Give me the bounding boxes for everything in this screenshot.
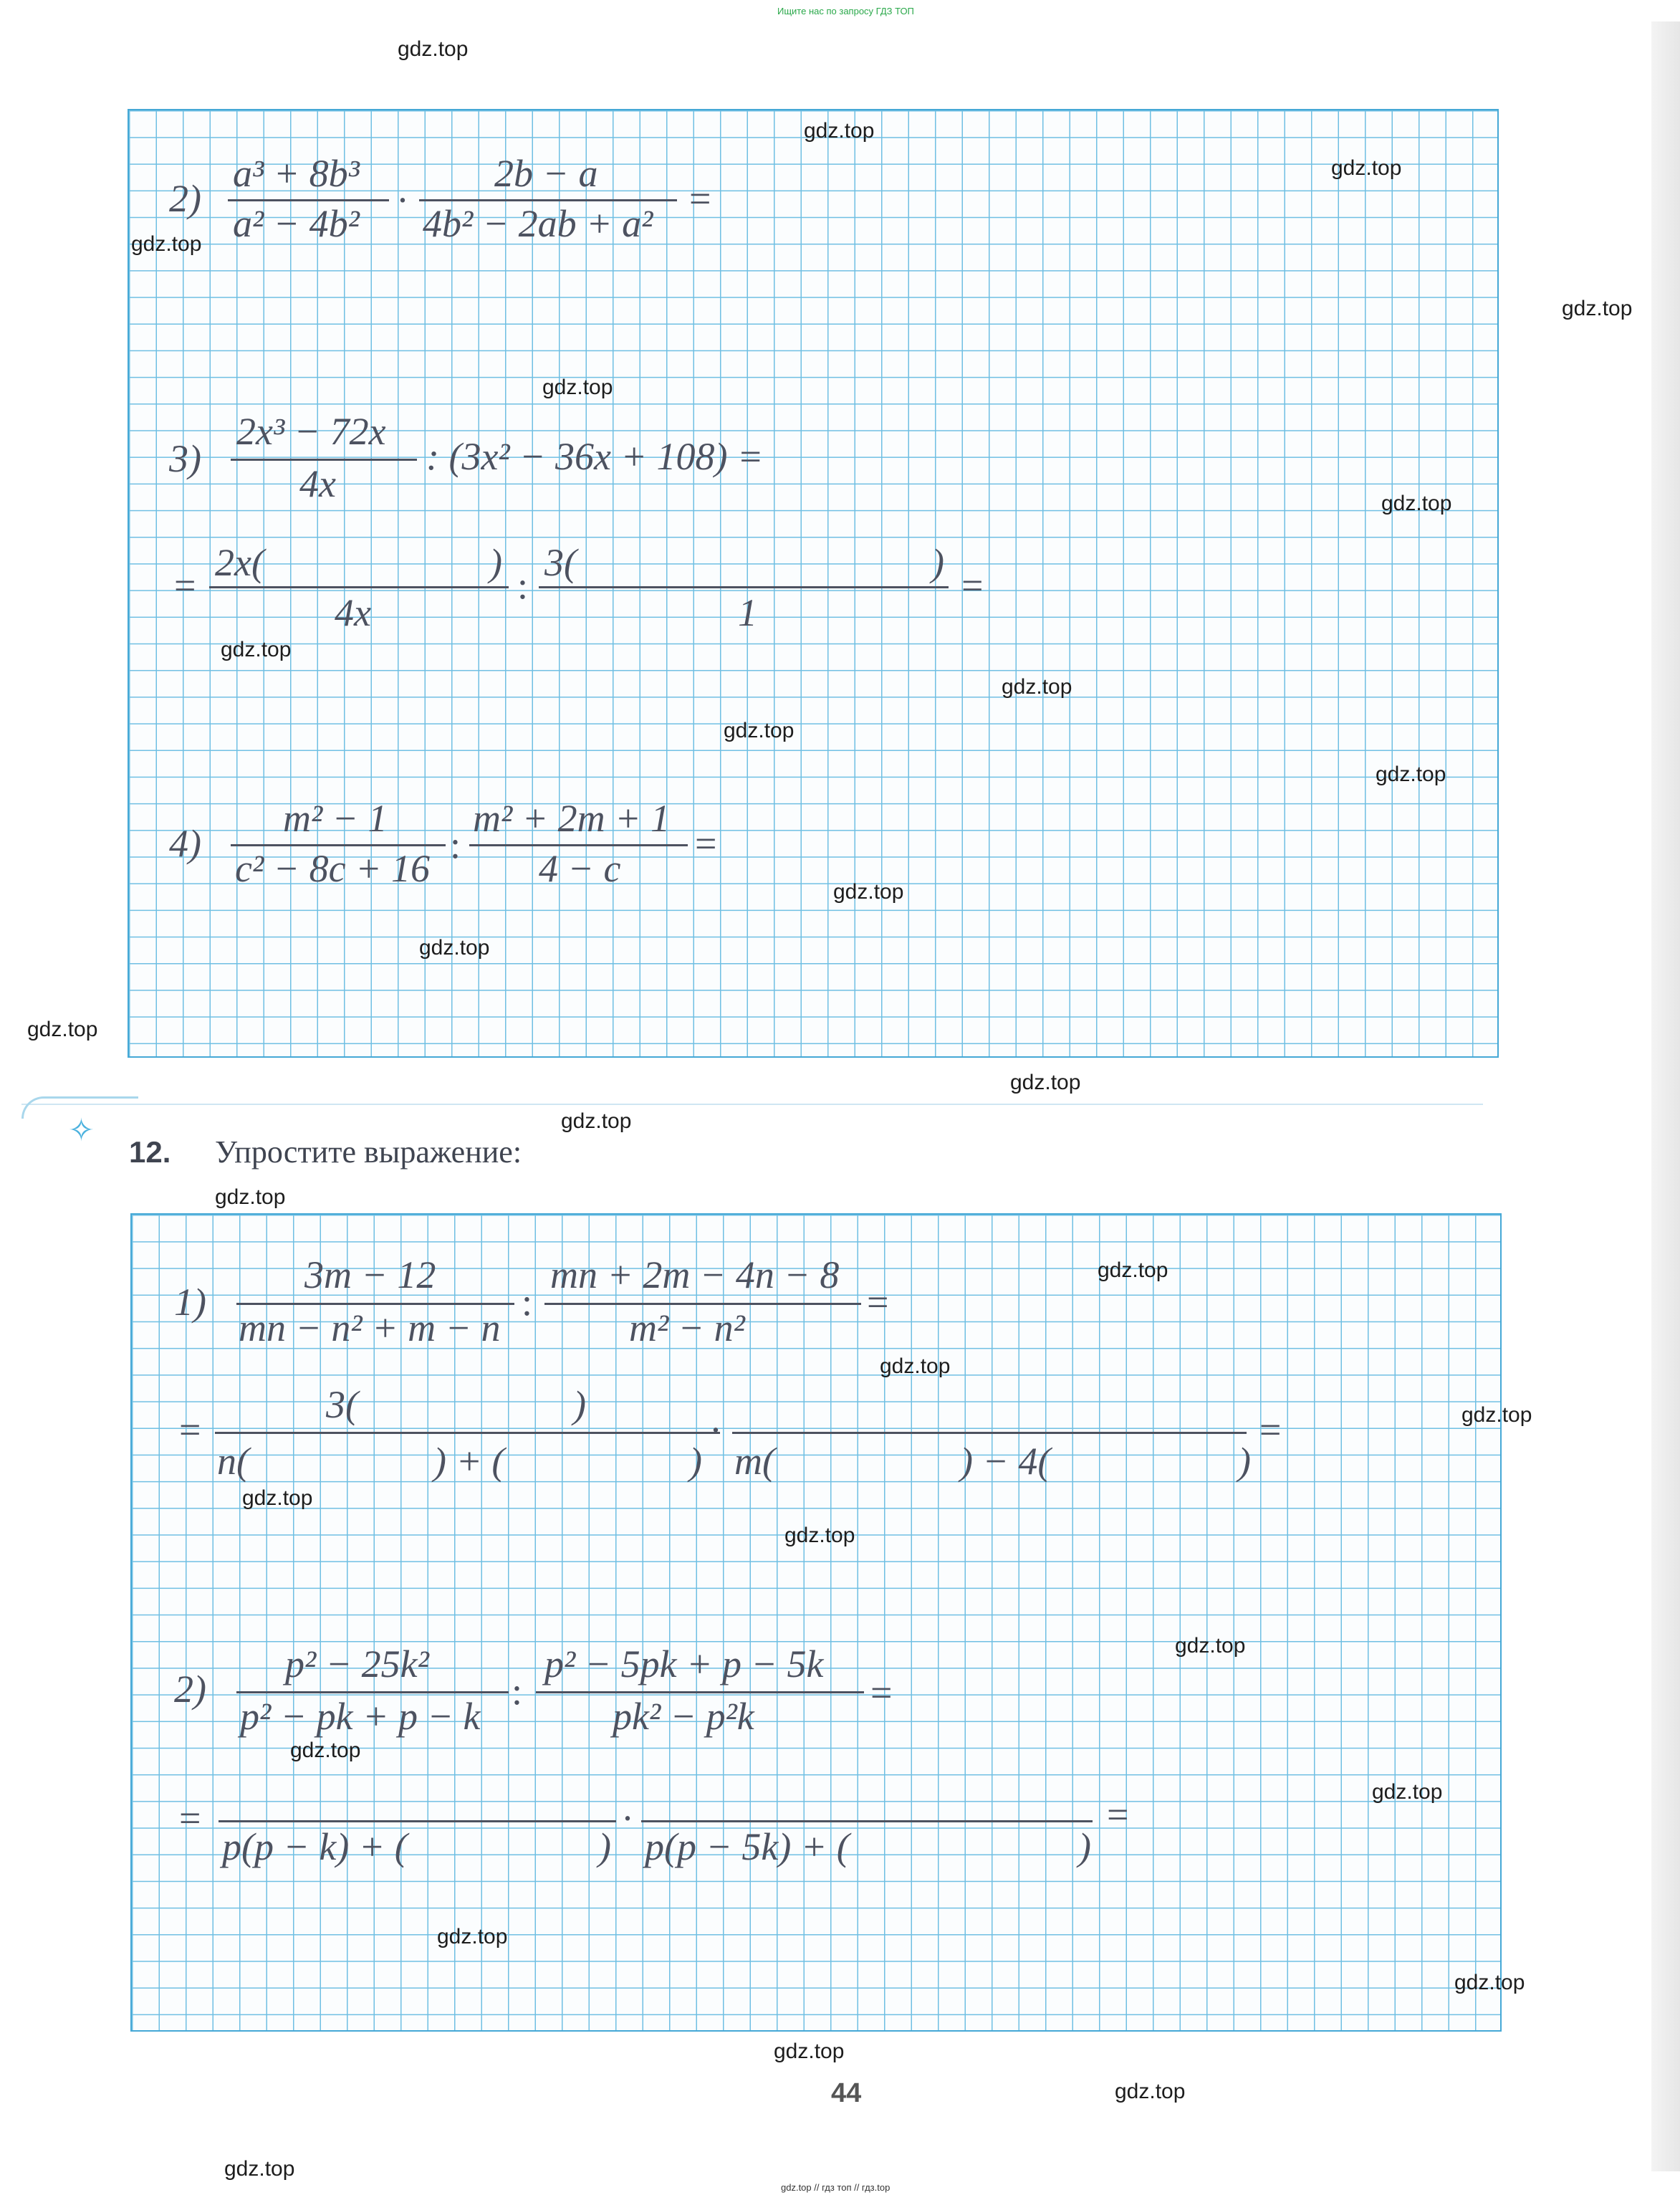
star-icon: ✧ [68,1112,95,1149]
watermark: gdz.top [1010,1071,1081,1094]
watermark: gdz.top [131,232,202,256]
watermark: gdz.top [1562,297,1633,320]
operator: · [621,1797,634,1840]
fraction-denominator: 4b² − 2ab + a² [423,202,653,245]
denominator-part: p(p − 5k) + ( [645,1825,850,1868]
fraction-numerator: 2b − a [494,152,598,195]
denominator-part: p(p − k) + ( [222,1825,408,1868]
fraction-numerator-close: ) [931,541,944,584]
watermark: gdz.top [1098,1258,1168,1282]
watermark: gdz.top [880,1354,951,1378]
answer-grid-top [128,109,1499,1058]
fraction-denominator: 4x [335,591,371,634]
watermark: gdz.top [561,1109,632,1133]
equals-sign: = [867,1281,889,1324]
fraction-numerator: m² + 2m + 1 [473,797,671,840]
denominator-part: ) [1238,1440,1251,1483]
page-edge-shadow [1651,21,1680,2171]
fraction-bar [419,199,677,201]
watermark: gdz.top [1175,1634,1246,1658]
operator: : [522,1281,533,1324]
fraction-denominator: pk² − p²k [613,1695,754,1738]
fraction-numerator: 3( [544,541,577,584]
task-instruction: Упростите выражение: [215,1134,522,1170]
fraction-numerator: p² − 5pk + p − 5k [544,1642,824,1685]
denominator-part: n( [217,1440,249,1483]
fraction-numerator-close: ) [489,541,502,584]
fraction-bar [732,1432,1247,1434]
equals-sign: = [174,564,196,607]
operator: : [517,564,529,607]
fraction-bar [469,844,688,846]
footer-note: gdz.top // гдз топ // гдз.top [781,2182,891,2193]
section-divider [21,1104,1483,1105]
fraction-denominator: 1 [738,591,757,634]
watermark: gdz.top [419,936,490,960]
watermark: gdz.top [1454,1971,1525,1994]
watermark: gdz.top [1381,492,1452,515]
watermark: gdz.top [437,1925,508,1948]
watermark: gdz.top [1115,2080,1186,2103]
item-label: 3) [169,437,201,480]
equals-sign: = [695,822,717,865]
fraction-bar [544,1303,861,1305]
fraction-bar [539,586,949,588]
equals-sign: = [179,1408,201,1451]
page-number: 44 [831,2078,862,2108]
operator: : [450,823,461,866]
fraction-numerator: a³ + 8b³ [233,152,360,195]
watermark: gdz.top [804,119,875,143]
watermark: gdz.top [833,880,904,904]
fraction-denominator: a² − 4b² [233,202,360,245]
equals-sign: = [689,177,711,220]
item-label: 4) [169,822,201,865]
watermark: gdz.top [215,1185,286,1209]
fraction-denominator: 4x [299,462,336,505]
item-label: 2) [169,177,201,220]
fraction-bar [228,199,389,201]
operator: · [709,1408,722,1451]
fraction-numerator: 2x( [215,541,264,584]
watermark: gdz.top [398,37,469,61]
fraction-denominator: 4 − c [539,847,621,890]
watermark: gdz.top [784,1524,855,1547]
fraction-denominator: c² − 8c + 16 [235,847,431,890]
equals-sign: = [870,1671,893,1714]
watermark: gdz.top [1002,675,1072,699]
expression-rest: : (3x² − 36x + 108) = [426,435,764,478]
fraction-bar [641,1820,1093,1822]
watermark: gdz.top [542,376,613,399]
denominator-part: m( [734,1440,775,1483]
fraction-bar [215,1432,720,1434]
watermark: gdz.top [1331,156,1402,180]
watermark: gdz.top [1372,1780,1443,1804]
fraction-bar [219,1820,616,1822]
item-label: 1) [174,1281,206,1324]
fraction-denominator: m² − n² [629,1306,745,1349]
fraction-numerator: 3( [326,1383,358,1426]
watermark: gdz.top [224,2157,295,2181]
header-note: Ищите нас по запросу ГДЗ ТОП [777,6,914,16]
denominator-part: ) [598,1825,611,1868]
fraction-bar [231,844,446,846]
watermark: gdz.top [724,719,795,742]
fraction-bar [236,1691,509,1693]
equals-sign: = [961,564,984,607]
operator: · [396,178,409,221]
watermark: gdz.top [242,1486,313,1510]
fraction-numerator: mn + 2m − 4n − 8 [550,1253,840,1296]
fraction-numerator: 2x³ − 72x [236,410,386,453]
watermark: gdz.top [27,1018,98,1041]
watermark: gdz.top [290,1739,361,1762]
equals-sign: = [179,1797,201,1840]
fraction-numerator-close: ) [573,1383,586,1426]
fraction-numerator: m² − 1 [283,797,388,840]
denominator-part: ) + ( [433,1440,505,1483]
task-number: 12. [129,1135,171,1169]
fraction-bar [231,459,417,461]
fraction-denominator: p² − pk + p − k [240,1695,481,1738]
watermark: gdz.top [1461,1403,1532,1427]
operator: : [512,1670,523,1713]
watermark: gdz.top [774,2039,845,2063]
fraction-numerator: 3m − 12 [304,1253,436,1296]
denominator-part: ) − 4( [960,1440,1051,1483]
watermark: gdz.top [221,638,292,661]
fraction-denominator: mn − n² + m − n [239,1306,501,1349]
fraction-numerator: p² − 25k² [285,1642,429,1685]
equals-sign: = [1107,1793,1129,1836]
watermark: gdz.top [1376,762,1446,786]
item-label: 2) [174,1668,206,1711]
fraction-bar [209,586,509,588]
denominator-part: ) [689,1440,702,1483]
fraction-bar [236,1303,514,1305]
denominator-part: ) [1078,1825,1091,1868]
equals-sign: = [1259,1408,1282,1451]
fraction-bar [536,1691,864,1693]
